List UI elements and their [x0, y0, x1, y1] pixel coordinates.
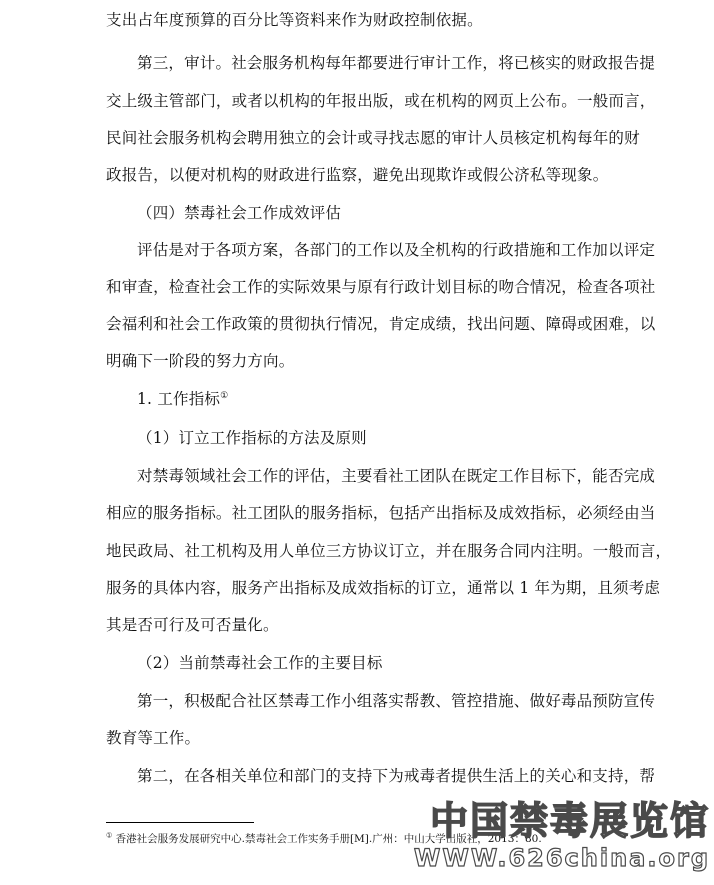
body-text-line: 会福利和社会工作政策的贯彻执行情况，肯定成绩，找出问题、障碍或困难，以 [106, 315, 656, 333]
body-text-line: 教育等工作。 [106, 729, 201, 747]
footnote-text: 香港社会服务发展研究中心.禁毒社会工作实务手册[M].广州：中山大学出版社，2013：80. [115, 833, 542, 845]
body-text-line: 相应的服务指标。社工团队的服务指标，包括产出指标及成效指标，必须经由当 [106, 504, 656, 522]
body-text-line: 地民政局、社工机构及用人单位三方协议订立，并在服务合同内注明。一般而言， [106, 542, 672, 560]
body-text-line: 政报告，以便对机构的财政进行监察，避免出现欺诈或假公济私等现象。 [106, 166, 609, 184]
body-text-line: 第一，积极配合社区禁毒工作小组落实帮教、管控措施、做好毒品预防宣传 [137, 692, 656, 710]
body-text-line: 第三，审计。社会服务机构每年都要进行审计工作，将已核实的财政报告提 [137, 54, 656, 72]
body-text-line: 和审查，检查社会工作的实际效果与原有行政计划目标的吻合情况，检查各项社 [106, 278, 656, 296]
section-heading: （四）禁毒社会工作成效评估 [137, 204, 342, 222]
body-text-line: 民间社会服务机构会聘用独立的会计或寻找志愿的审计人员核定机构每年的财 [106, 129, 640, 147]
body-text-line: 对禁毒领域社会工作的评估，主要看社工团队在既定工作目标下，能否完成 [137, 467, 656, 485]
subsection-heading: （2）当前禁毒社会工作的主要目标 [137, 654, 383, 672]
body-text-line: 明确下一阶段的努力方向。 [106, 352, 295, 370]
footnote-ref: ① [220, 390, 229, 401]
watermark-url: WWW.626china.org [413, 844, 710, 872]
subsection-heading-text: 1. 工作指标 [137, 390, 221, 408]
watermark [410, 799, 710, 879]
body-text-line: 第二，在各相关单位和部门的支持下为戒毒者提供生活上的关心和支持，帮 [137, 767, 656, 785]
footnote-marker: ① [106, 831, 113, 840]
body-text-line: 评估是对于各项方案，各部门的工作以及全机构的行政措施和工作加以评定 [137, 241, 656, 259]
footnote-divider [106, 822, 254, 823]
body-text-line: 服务的具体内容，服务产出指标及成效指标的订立，通常以 1 年为期，且须考虑 [106, 579, 661, 597]
body-text-line: 支出占年度预算的百分比等资料来作为财政控制依据。 [106, 11, 483, 29]
watermark-title: 中国禁毒展览馆 [429, 799, 710, 843]
body-text-line: 其是否可行及可否量化。 [106, 616, 279, 634]
subsection-heading: （1）订立工作指标的方法及原则 [137, 429, 367, 447]
body-text-line: 交上级主管部门，或者以机构的年报出版，或在机构的网页上公布。一般而言， [106, 92, 656, 110]
subsection-heading [137, 389, 611, 409]
